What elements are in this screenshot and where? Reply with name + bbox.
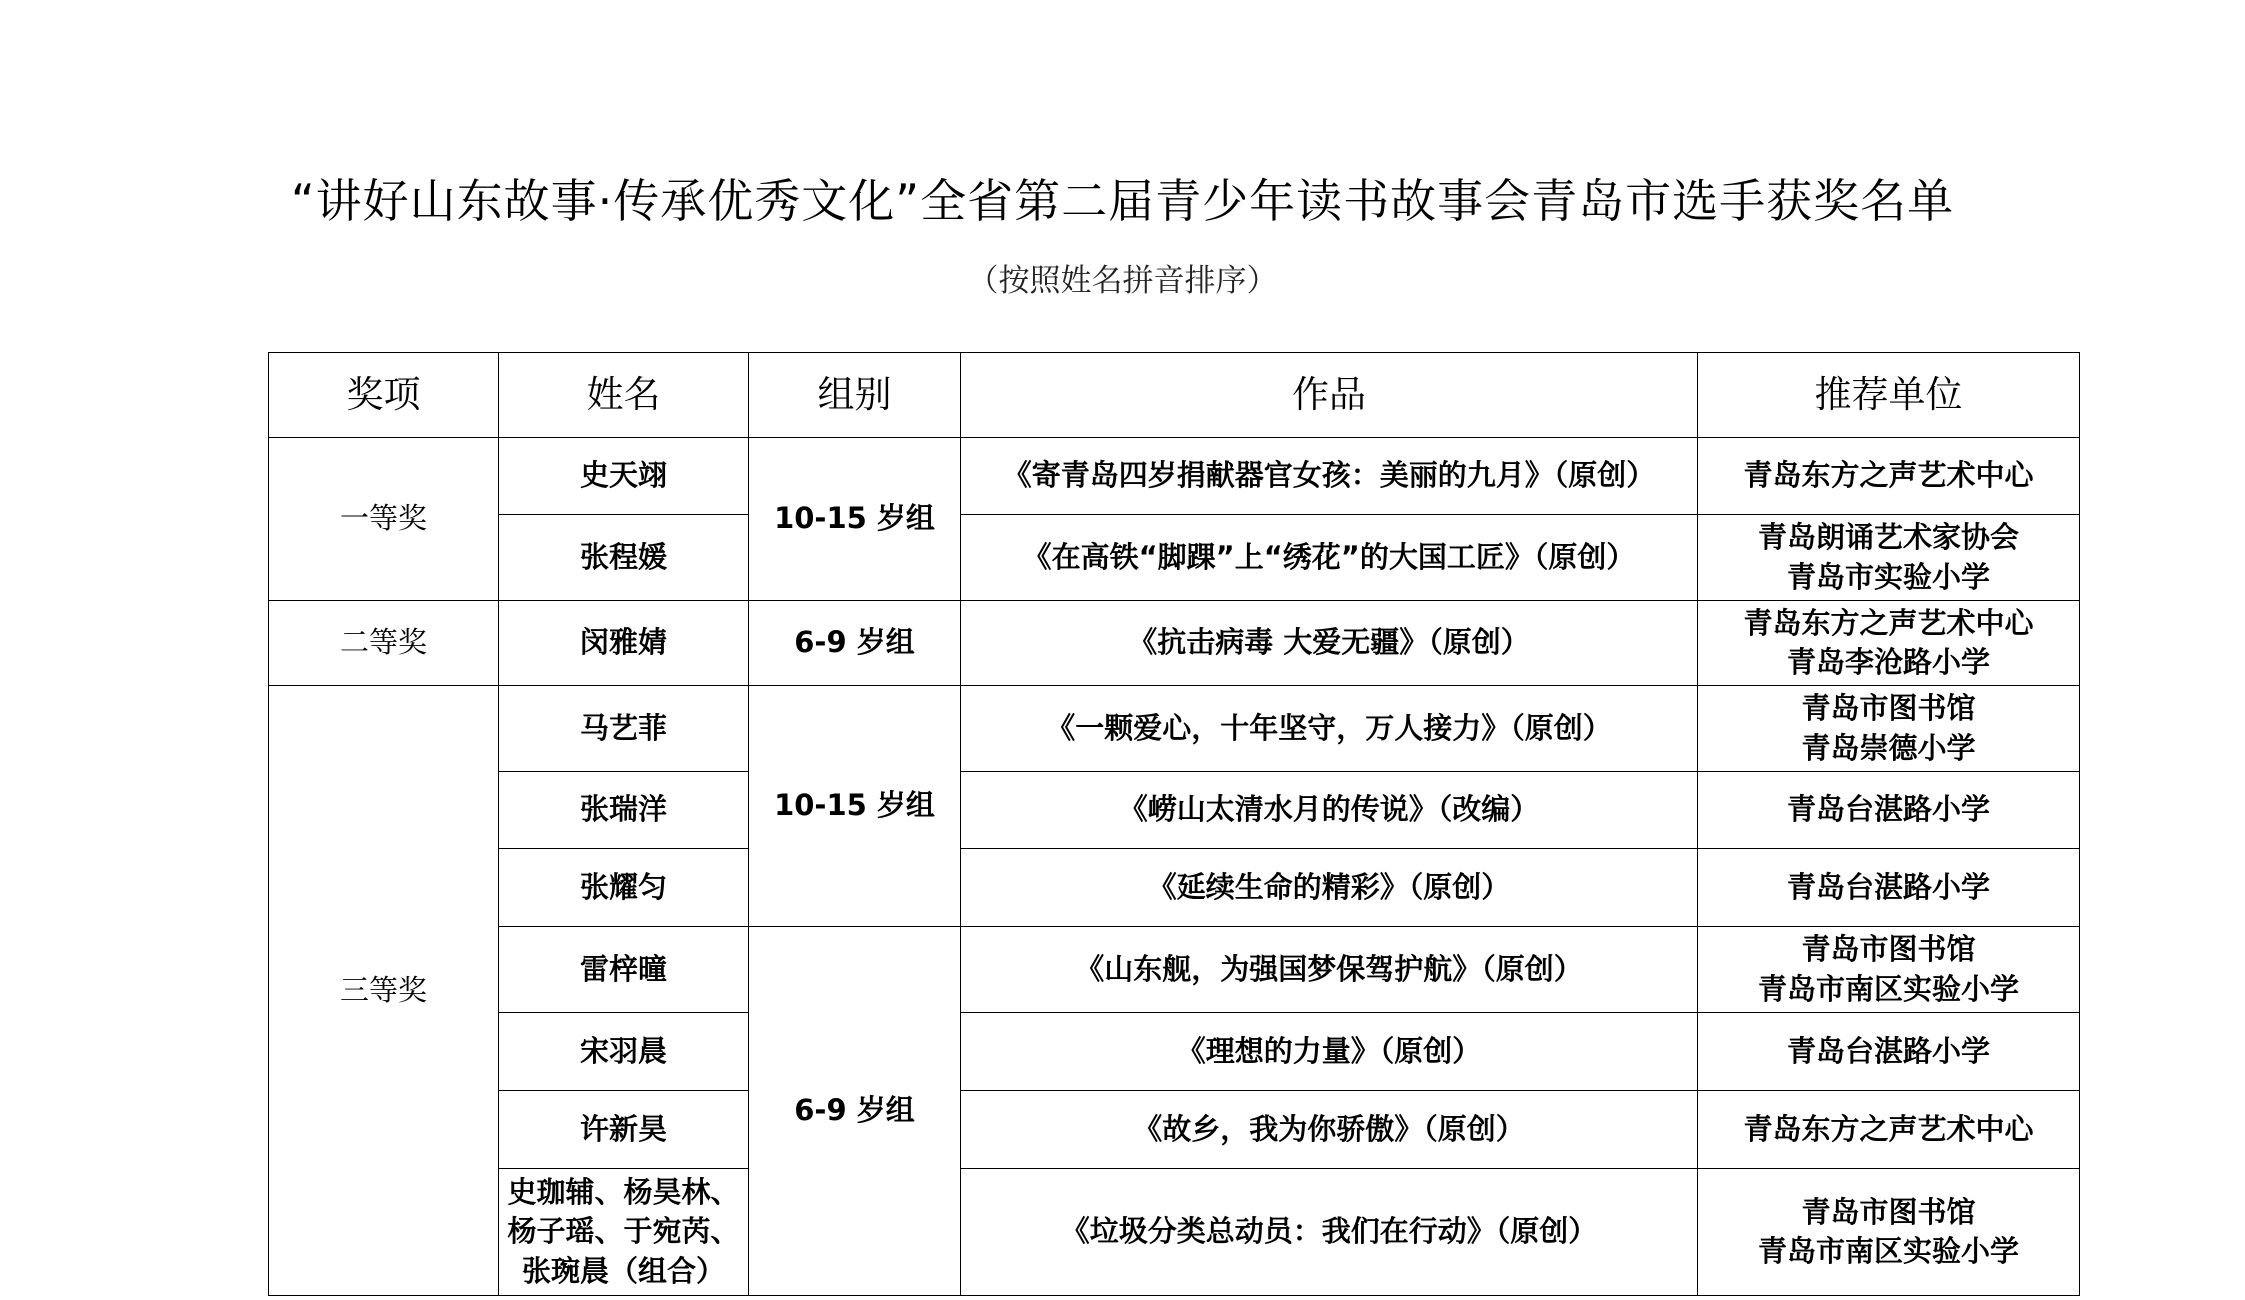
awards-table (268, 352, 2080, 1296)
table-row (269, 772, 2080, 849)
work-cell: 《理想的力量》（原创） (961, 1013, 1698, 1091)
work-cell: 《延续生命的精彩》（原创） (961, 849, 1698, 927)
table-row (269, 1013, 2080, 1091)
unit-line: 青岛市图书馆 (1801, 1194, 1976, 1229)
award-cell: 三等奖 (269, 686, 499, 1296)
work-cell: 《一颗爱心，十年坚守，万人接力》（原创） (961, 686, 1698, 772)
work-cell: 《崂山太清水月的传说》（改编） (961, 772, 1698, 849)
header-unit: 推荐单位 (1698, 353, 2080, 438)
group-cell: 6-9 岁组 (749, 601, 961, 686)
unit-line: 青岛市图书馆 (1801, 691, 1976, 726)
name-cell (499, 1169, 749, 1296)
work-cell: 《寄青岛四岁捐献器官女孩：美丽的九月》（原创） (961, 438, 1698, 515)
unit-cell (1698, 849, 2080, 927)
table-row (269, 515, 2080, 601)
header-name: 姓名 (499, 353, 749, 438)
work-cell: 《垃圾分类总动员：我们在行动》（原创） (961, 1169, 1698, 1296)
header-work: 作品 (961, 353, 1698, 438)
unit-line: 青岛市南区实验小学 (1757, 1234, 2019, 1268)
name-cell: 宋羽晨 (499, 1013, 749, 1091)
unit-cell (1698, 686, 2080, 772)
unit-cell (1698, 772, 2080, 849)
work-cell: 《故乡，我为你骄傲》（原创） (961, 1091, 1698, 1169)
unit-cell (1698, 1013, 2080, 1091)
table-row (269, 686, 2080, 772)
award-cell: 二等奖 (269, 601, 499, 686)
unit-line: 青岛台湛路小学 (1786, 869, 1990, 904)
unit-line: 青岛市实验小学 (1786, 559, 1990, 594)
name-line: 张琬晨（组合） (521, 1253, 725, 1288)
group-cell: 10-15 岁组 (749, 438, 961, 601)
table-row (269, 927, 2080, 1013)
unit-line: 青岛市南区实验小学 (1757, 971, 2019, 1006)
unit-cell (1698, 1169, 2080, 1296)
award-cell: 一等奖 (269, 438, 499, 601)
header-group: 组别 (749, 353, 961, 438)
table-row (269, 601, 2080, 686)
name-cell: 张程媛 (499, 515, 749, 601)
header-award: 奖项 (269, 353, 499, 438)
table-header-row (269, 353, 2080, 438)
page-subtitle: （按照姓名拼音排序） (967, 263, 1278, 299)
name-cell: 张瑞洋 (499, 772, 749, 849)
work-cell: 《山东舰，为强国梦保驾护航》（原创） (961, 927, 1698, 1013)
unit-cell (1698, 601, 2080, 686)
unit-line: 青岛崇德小学 (1801, 730, 1976, 765)
name-cell: 雷梓曈 (499, 927, 749, 1013)
unit-cell (1698, 515, 2080, 601)
unit-line: 青岛台湛路小学 (1786, 792, 1990, 827)
unit-line: 青岛东方之声艺术中心 (1743, 1111, 2034, 1146)
unit-cell (1698, 438, 2080, 515)
page-title: “讲好山东故事·传承优秀文化”全省第二届青少年读书故事会青岛市选手获奖名单 (290, 174, 1955, 228)
name-cell: 史天翊 (499, 438, 749, 515)
name-line: 杨子瑶、于宛芮、 (507, 1214, 740, 1249)
work-cell: 《抗击病毒 大爱无疆》（原创） (961, 601, 1698, 686)
unit-line: 青岛市图书馆 (1801, 932, 1976, 967)
unit-line: 青岛东方之声艺术中心 (1743, 458, 2034, 493)
group-cell: 6-9 岁组 (749, 927, 961, 1296)
name-cell: 马艺菲 (499, 686, 749, 772)
table-row (269, 849, 2080, 927)
name-cell: 闵雅婧 (499, 601, 749, 686)
unit-cell (1698, 927, 2080, 1013)
unit-cell (1698, 1091, 2080, 1169)
name-cell: 张耀匀 (499, 849, 749, 927)
name-line: 史珈辅、杨昊林、 (507, 1175, 740, 1210)
table-row (269, 1091, 2080, 1169)
unit-line: 青岛台湛路小学 (1786, 1033, 1990, 1068)
table-row (269, 1169, 2080, 1296)
table-row (269, 438, 2080, 515)
work-cell: 《在高铁“脚踝”上“绣花”的大国工匠》（原创） (961, 515, 1698, 601)
name-cell: 许新昊 (499, 1091, 749, 1169)
unit-line: 青岛朗诵艺术家协会 (1757, 520, 2019, 555)
group-cell: 10-15 岁组 (749, 686, 961, 927)
unit-line: 青岛李沧路小学 (1786, 645, 1990, 679)
unit-line: 青岛东方之声艺术中心 (1743, 605, 2034, 640)
